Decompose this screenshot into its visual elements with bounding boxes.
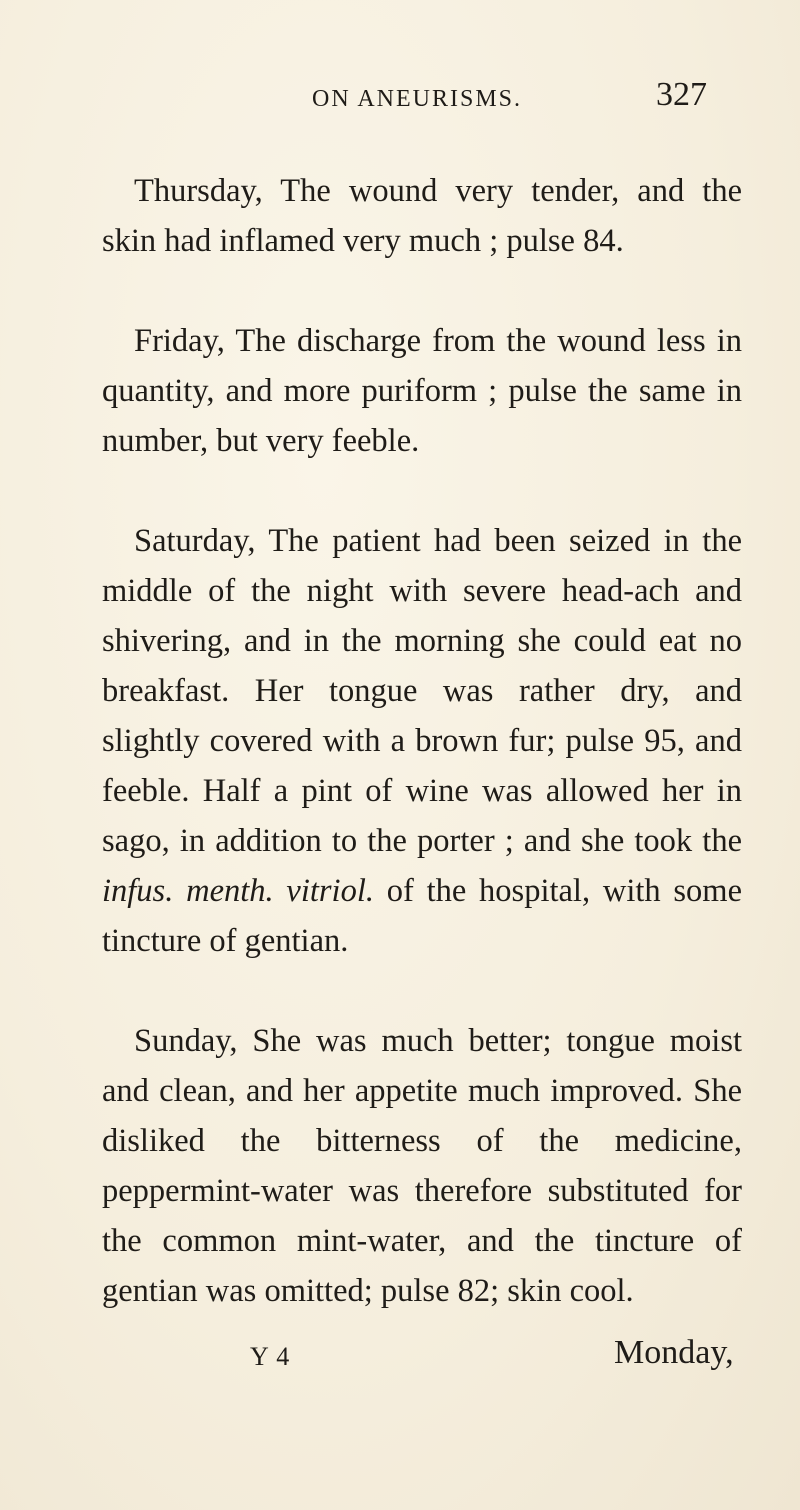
running-title: ON ANEURISMS. <box>312 86 523 112</box>
page-number: 327 <box>656 76 707 113</box>
paragraph-friday: Friday, The discharge from the wound less in quantity, and more puriform ; pulse the same in number, but very feeble. <box>102 323 742 459</box>
paragraph-sunday: Sunday, She was much better; tongue moist and clean, and her appetite much improved. She disliked the bitterness of the medicine, peppermint-water was therefore substituted for the common mint-water, and the tincture of gentian was omitted; pulse 82; skin cool. <box>102 1023 742 1309</box>
signature-mark: Y 4 <box>250 1342 291 1371</box>
page-footer <box>0 1332 800 1382</box>
paragraph-saturday-text-before: Saturday, The patient had been seized in the middle of the night with severe head-ach and shivering, and in the morning she could eat no breakfast. Her tongue was rather dry, and slightly covered with a brown fur; pulse 95, and feeble. Half a pint of wine was allowed her in sago, in addition to the porter ; and she took the <box>102 523 742 859</box>
paragraph-saturday-text-after: of the hospital, with some tincture of gentian. <box>102 873 742 959</box>
page-header <box>0 60 800 113</box>
italic-prescription: infus. menth. vitriol. <box>102 873 374 909</box>
paragraph-thursday: Thursday, The wound very tender, and the skin had inflamed very much ; pulse 84. <box>102 173 742 259</box>
catchword: Monday, <box>614 1334 734 1371</box>
paragraph-saturday <box>102 516 742 966</box>
body-text <box>102 166 742 1316</box>
